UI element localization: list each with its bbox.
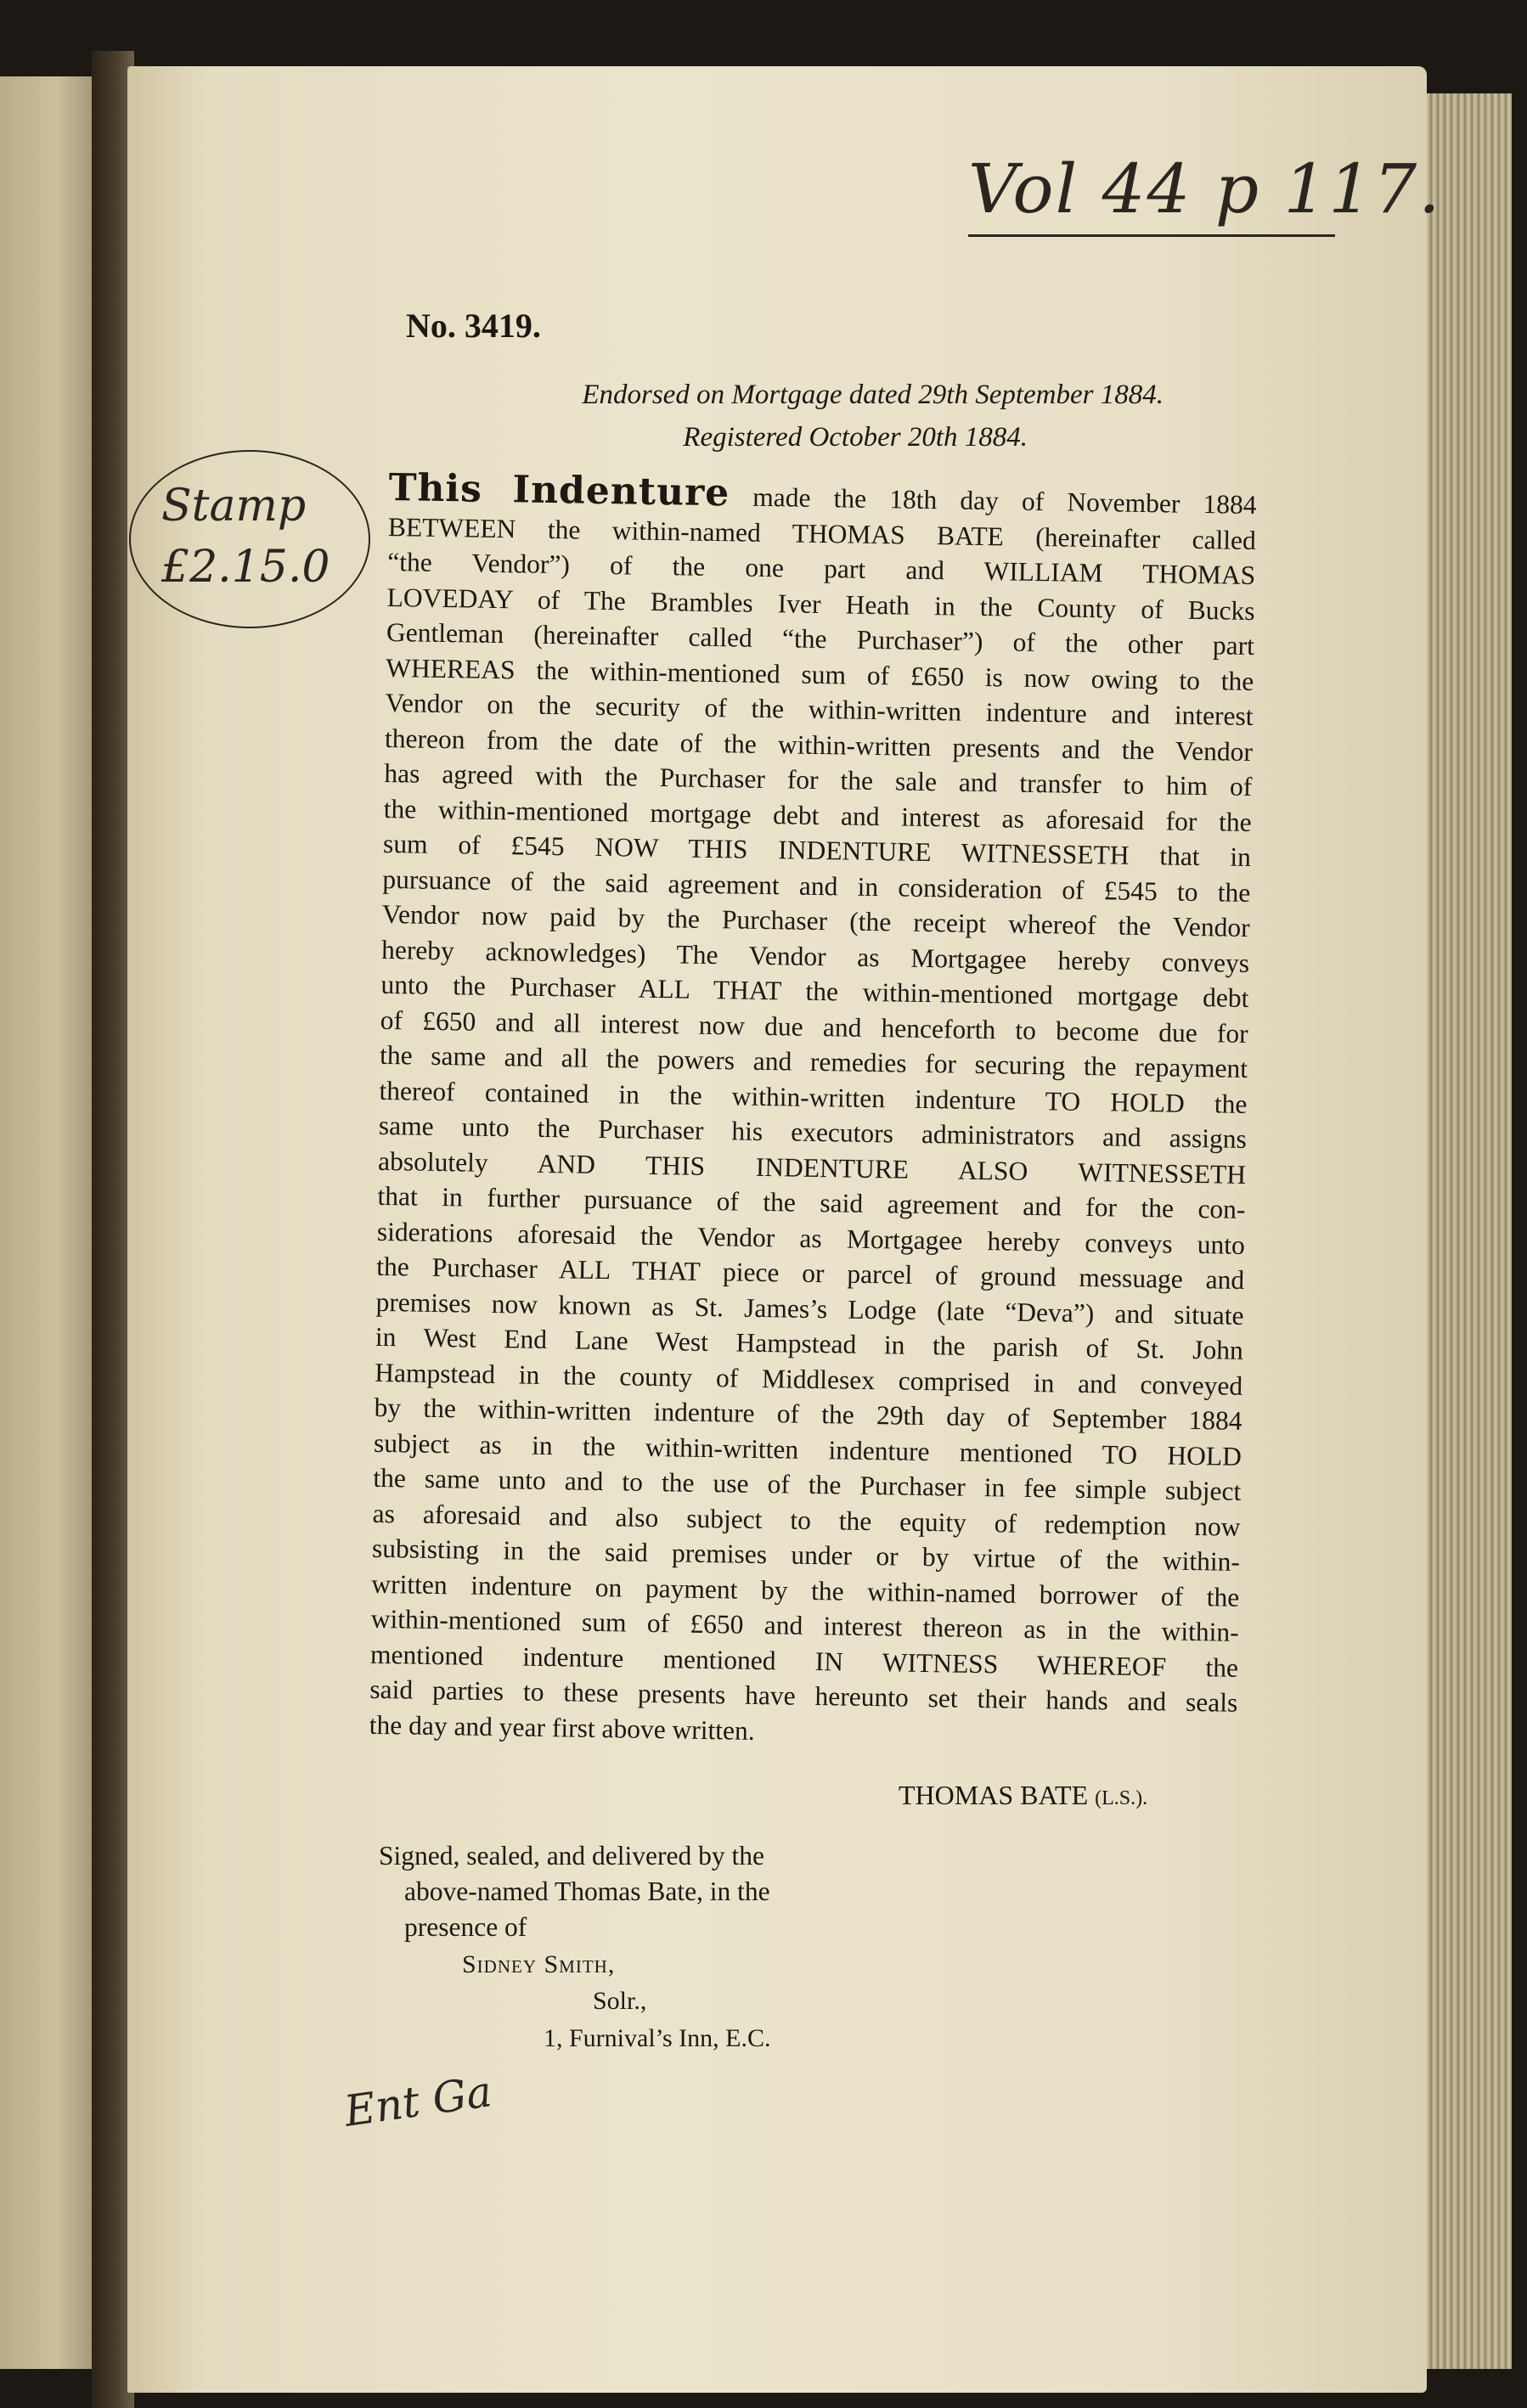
attestation-line: above-named Thomas Bate, in the <box>404 1876 770 1906</box>
body-line: the Purchaser ALL THAT piece or parcel of ground messuage and <box>375 1251 1245 1295</box>
body-line: written indenture on payment by the within-named borrower of the <box>371 1568 1240 1612</box>
body-line: mentioned indenture mentioned IN WITNESS WHEREOF the <box>369 1639 1239 1683</box>
registration-line: Registered October 20th 1884. <box>683 422 1028 453</box>
body-line: Vendor on the security of the within-written indenture and interest <box>385 687 1254 732</box>
body-line: the same and all the powers and remedies for securing the repayment <box>379 1039 1248 1083</box>
body-line: WHEREAS the within-mentioned sum of £650 is now owing to the <box>386 652 1254 696</box>
body-line: pursuance of the said agreement and in consideration of £545 to the <box>382 864 1251 908</box>
endorsement-block <box>518 374 1164 459</box>
clerk-initials: Ent Ga <box>341 2067 495 2136</box>
witness-address: 1, Furnival’s Inn, E.C. <box>544 2024 771 2052</box>
body-line: hereby acknowledges) The Vendor as Mortgagee hereby conveys <box>380 934 1250 978</box>
body-line: said parties to these presents have hereunto set their hands and seals <box>369 1674 1238 1718</box>
body-line: Gentleman (hereinafter called “the Purchaser”) of the other part <box>386 616 1255 661</box>
body-line: “the Vendor”) of the one part and WILLIAM THOMAS <box>387 546 1256 591</box>
body-line-text: made the 18th day of November 1884 <box>729 481 1257 520</box>
attestation-line: Signed, sealed, and delivered by the <box>379 1841 764 1871</box>
body-line: that in further pursuance of the said agreement and for the con- <box>377 1180 1246 1224</box>
signatory-name: THOMAS BATE <box>899 1780 1089 1810</box>
body-line: BETWEEN the within-named THOMAS BATE (hereinafter called <box>387 511 1257 555</box>
body-line: subsisting in the said premises under or by virtue of the within- <box>371 1533 1241 1577</box>
body-line: as aforesaid and also subject to the equity of redemption now <box>372 1498 1241 1542</box>
body-line: the same unto and to the use of the Purchaser in fee simple subject <box>373 1462 1242 1506</box>
body-line: by the within-written indenture of the 29th day of September 1884 <box>374 1392 1242 1436</box>
indenture-body <box>369 466 1257 1756</box>
opening-words: This Indenture <box>388 466 730 515</box>
stamp-duty-note <box>161 475 330 598</box>
stamp-label: Stamp <box>161 481 307 532</box>
body-line: Vendor now paid by the Purchaser (the receipt whereof the Vendor <box>381 898 1250 942</box>
body-line: has agreed with the Purchaser for the sale and transfer to him of <box>384 757 1253 802</box>
attestation-line: presence of <box>404 1912 527 1942</box>
body-line: premises now known as St. James’s Lodge (late “Deva”) and situate <box>375 1286 1244 1331</box>
document-number: No. 3419. <box>406 307 541 345</box>
body-line: thereof contained in the within-written indenture TO HOLD the <box>379 1075 1248 1119</box>
volume-reference-underline <box>968 234 1335 237</box>
signatory-block <box>899 1780 1147 1811</box>
witness-name: Sidney Smith, <box>462 1950 616 1978</box>
stamp-amount: £2.15.0 <box>161 542 330 593</box>
body-line: LOVEDAY of The Brambles Iver Heath in the County of Bucks <box>386 582 1255 626</box>
body-line: Hampstead in the county of Middlesex comprised in and conveyed <box>375 1357 1243 1401</box>
body-line: the within-mentioned mortgage debt and interest as aforesaid for the <box>383 793 1252 837</box>
body-line: subject as in the within-written indenture mentioned TO HOLD <box>373 1427 1242 1471</box>
body-line: thereon from the date of the within-written presents and the Vendor <box>384 723 1254 767</box>
attestation-clause <box>379 1838 837 1945</box>
body-line: in West End Lane West Hampstead in the parish of St. John <box>375 1321 1244 1365</box>
body-line: siderations aforesaid the Vendor as Mortgagee hereby conveys unto <box>376 1216 1246 1260</box>
body-line: sum of £545 NOW THIS INDENTURE WITNESSETH that in <box>382 828 1252 872</box>
body-line: the day and year first above written. <box>369 1709 755 1746</box>
volume-reference-note: Vol 44 p 117. <box>968 149 1442 228</box>
endorsement-line: Endorsed on Mortgage dated 29th September 1884. <box>582 380 1164 410</box>
body-line: of £650 and all interest now due and henceforth to become due for <box>380 1004 1248 1049</box>
body-line: absolutely AND THIS INDENTURE ALSO WITNESSETH <box>377 1145 1247 1190</box>
body-line: unto the Purchaser ALL THAT the within-mentioned mortgage debt <box>380 969 1249 1013</box>
body-line: within-mentioned sum of £650 and interest thereon as in the within- <box>370 1603 1239 1647</box>
witness-title: Solr., <box>593 1987 647 2015</box>
body-line: same unto the Purchaser his executors administrators and assigns <box>378 1110 1248 1154</box>
locus-sigilli: (L.S.). <box>1095 1787 1148 1809</box>
